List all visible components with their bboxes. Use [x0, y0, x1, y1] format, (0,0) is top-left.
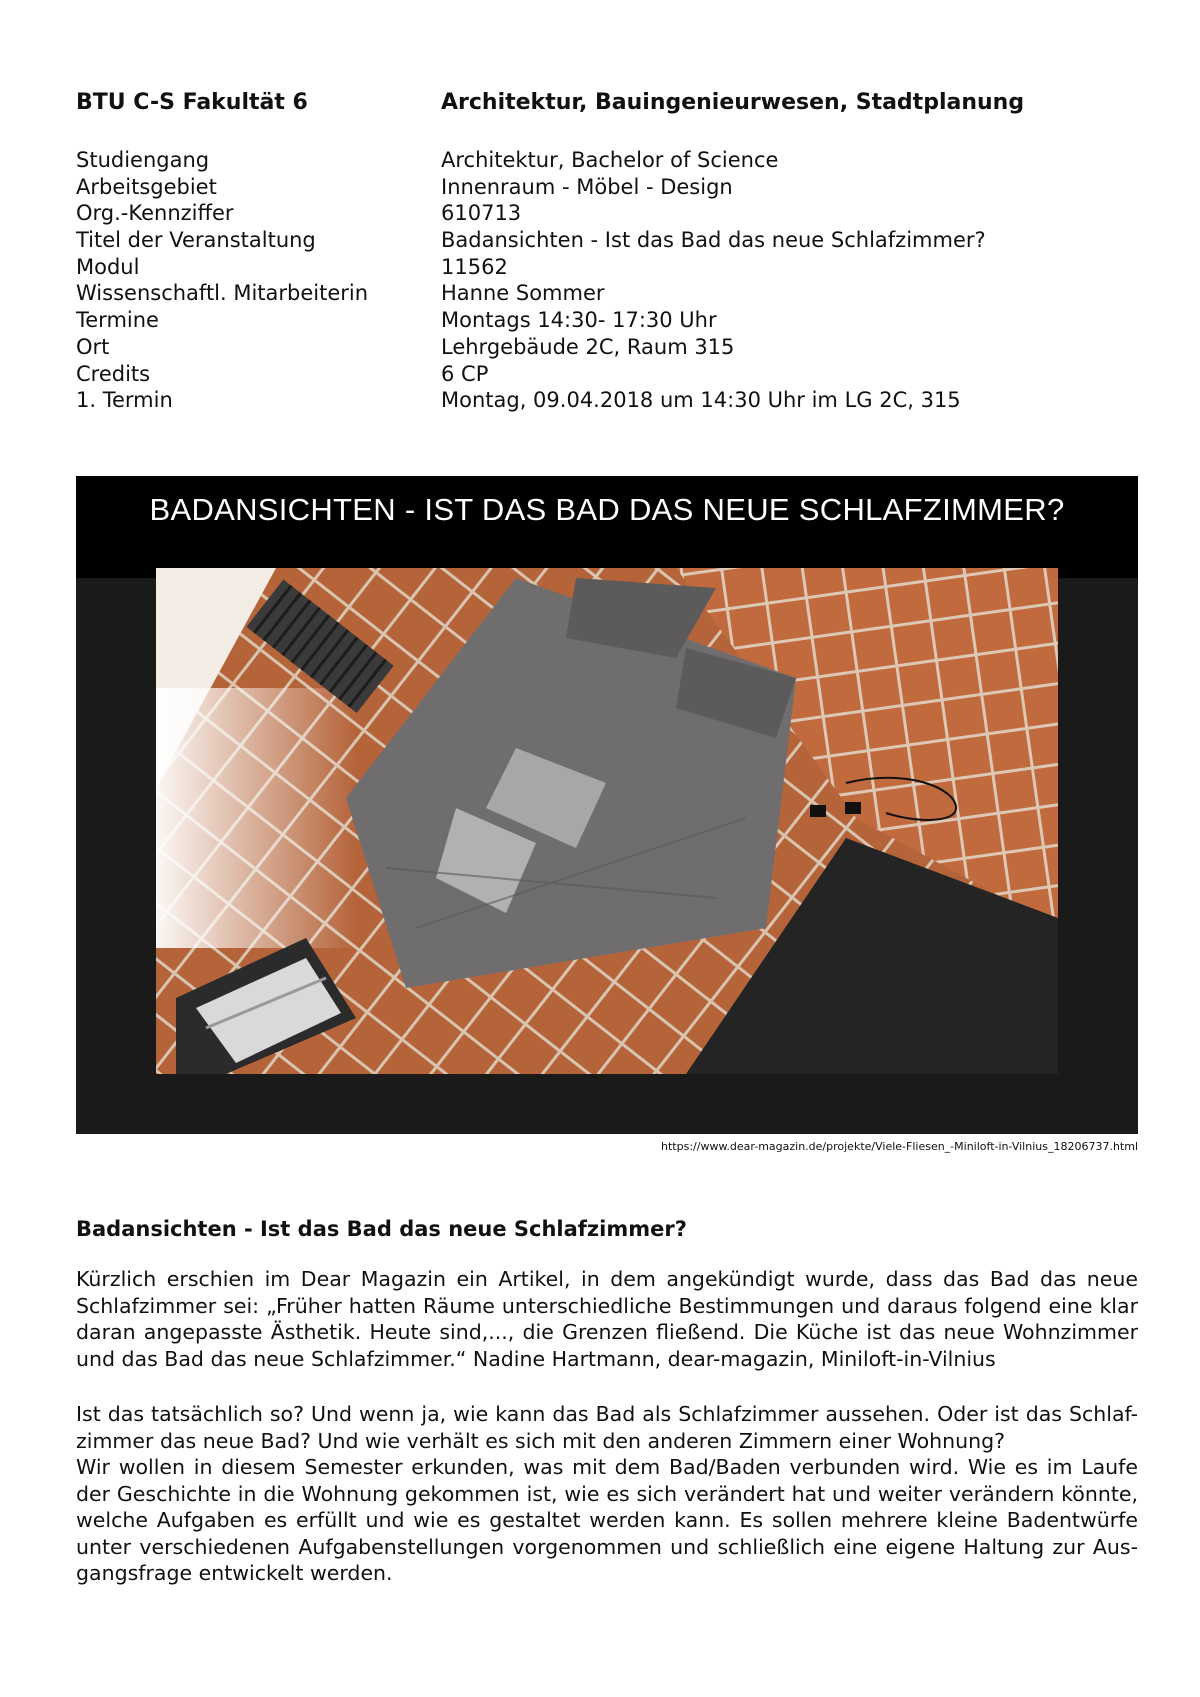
info-row-credits [76, 361, 986, 388]
paragraph-text: Wir wollen in diesem Semester erkunden, was mit dem Bad/Baden verbunden wird. Wie es im Laufe der Geschichte in die Wohnung gekommen ist, wie es sich verändert hat und weiter verändern könnte, welche Aufgaben es erfüllt und wie es gestaltet werden kann. Es sollen mehrere kleine Badentwürfe unter verschiedenen Aufgabenstellungen vorgenommen und schließlich eine eigene Haltung zur Aus-gangsfrage entwickelt werden. [76, 1455, 1138, 1585]
info-row-modul [76, 254, 986, 281]
info-row-erster-termin [76, 387, 986, 414]
info-label: Termine [76, 308, 159, 333]
info-label: Ort [76, 334, 110, 359]
info-label: Org.-Kennziffer [76, 201, 234, 226]
department-heading: Architektur, Bauingenieurwesen, Stadtplanung [441, 90, 1025, 115]
faculty-heading: BTU C-S Fakultät 6 [76, 90, 308, 115]
info-row-studiengang [76, 147, 986, 174]
info-row-termine [76, 307, 986, 334]
info-value: Montags 14:30- 17:30 Uhr [441, 308, 717, 333]
poster-banner [76, 476, 1138, 1134]
info-label: Studiengang [76, 148, 210, 172]
info-row-kennziffer [76, 200, 986, 227]
info-value: Hanne Sommer [441, 281, 605, 306]
article-paragraph-3 [76, 1454, 1138, 1587]
info-row-arbeitsgebiet [76, 174, 986, 201]
info-label: Arbeitsgebiet [76, 174, 217, 199]
info-label: Modul [76, 254, 140, 279]
banner-title: BADANSICHTEN - IST DAS BAD DAS NEUE SCHLAFZIMMER? [149, 492, 1065, 527]
info-row-ort [76, 334, 986, 361]
article-title: Badansichten - Ist das Bad das neue Schlafzimmer? [76, 1217, 687, 1241]
info-value: Innenraum - Möbel - Design [441, 174, 733, 199]
info-label: Wissenschaftl. Mitarbeiterin [76, 281, 369, 306]
course-info-table [76, 147, 986, 414]
info-value: Montag, 09.04.2018 um 14:30 Uhr im LG 2C, 315 [441, 388, 961, 413]
info-value: Badansichten - Ist das Bad das neue Schlafzimmer? [441, 228, 986, 253]
info-row-titel [76, 227, 986, 254]
paragraph-text: Kürzlich erschien im Dear Magazin ein Artikel, in dem angekündigt wurde, dass das Bad das neue Schlafzimmer sei: „Früher hatten Räume unterschiedliche Bestimmungen und daraus folgend eine klar daran angepasste Ästhetik. Heute sind,..., die Grenzen fließend. Die Küche ist das neue Wohnzimmer und das Bad das neue Schlafzimmer.“ Nadine Hartmann, dear-magazin, Miniloft-in-Vilnius [76, 1267, 1138, 1371]
info-value: 6 CP [441, 361, 489, 386]
info-label: Credits [76, 361, 151, 386]
paragraph-text: Ist das tatsächlich so? Und wenn ja, wie kann das Bad als Schlafzimmer aussehen. Oder ist das Schlaf-zimmer das neue Bad? Und wie verhält es sich mit den anderen Zimmern einer Wohnung? [76, 1402, 1138, 1453]
info-value: 11562 [441, 254, 508, 279]
info-label: 1. Termin [76, 388, 173, 413]
info-value: 610713 [441, 201, 522, 226]
article-paragraph-1 [76, 1266, 1138, 1372]
info-row-mitarbeiterin [76, 280, 986, 307]
article-paragraph-2 [76, 1401, 1138, 1454]
info-value: Architektur, Bachelor of Science [441, 148, 779, 172]
info-label: Titel der Veranstaltung [76, 228, 316, 253]
image-source-caption: https://www.dear-magazin.de/projekte/Viele-Fliesen_-Miniloft-in-Vilnius_18206737.html [661, 1140, 1138, 1153]
bedroom-photo [156, 568, 1058, 1074]
info-value: Lehrgebäude 2C, Raum 315 [441, 334, 735, 359]
banner-title-bar [76, 476, 1138, 578]
